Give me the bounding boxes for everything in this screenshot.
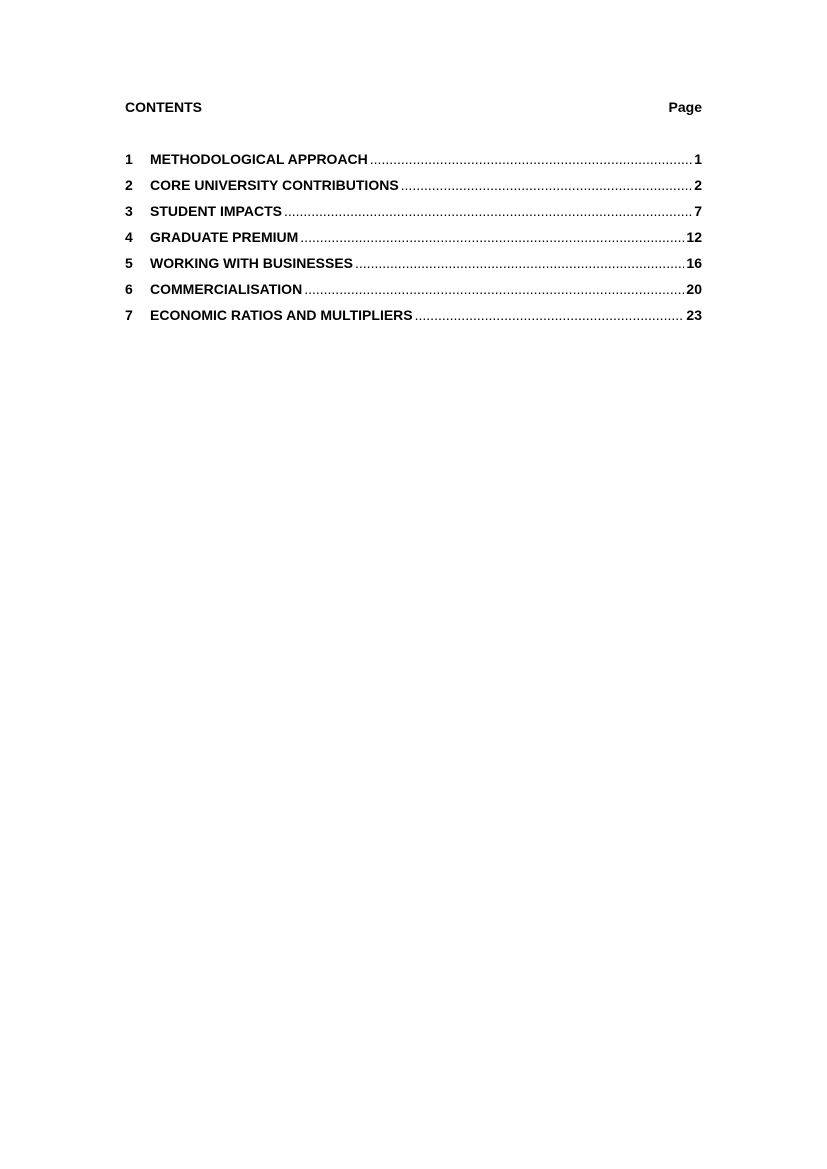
toc-entry-page: 7 bbox=[694, 203, 702, 219]
toc-entry-page: 2 bbox=[694, 177, 702, 193]
toc-entry-number: 5 bbox=[125, 255, 133, 271]
table-of-contents bbox=[125, 151, 702, 333]
dot-leader bbox=[300, 229, 684, 245]
toc-entry[interactable] bbox=[125, 307, 702, 333]
toc-entry-page: 1 bbox=[694, 151, 702, 167]
document-page bbox=[125, 99, 702, 333]
toc-entry[interactable] bbox=[125, 177, 702, 203]
toc-entry-number: 7 bbox=[125, 307, 133, 323]
dot-leader bbox=[355, 255, 684, 271]
toc-entry-page: 12 bbox=[686, 229, 702, 245]
toc-entry-title: COMMERCIALISATION bbox=[150, 281, 303, 297]
dot-leader bbox=[284, 203, 692, 219]
toc-entry-title: GRADUATE PREMIUM bbox=[150, 229, 299, 245]
dot-leader bbox=[401, 177, 693, 193]
toc-entry-page: 23 bbox=[686, 307, 702, 323]
contents-header bbox=[125, 99, 702, 119]
toc-entry-number: 6 bbox=[125, 281, 133, 297]
toc-entry[interactable] bbox=[125, 203, 702, 229]
toc-entry-title: ECONOMIC RATIOS AND MULTIPLIERS bbox=[150, 307, 413, 323]
dot-leader bbox=[415, 307, 685, 323]
toc-entry-page: 16 bbox=[686, 255, 702, 271]
toc-entry-title: WORKING WITH BUSINESSES bbox=[150, 255, 354, 271]
toc-entry[interactable] bbox=[125, 229, 702, 255]
dot-leader bbox=[304, 281, 684, 297]
toc-entry-number: 1 bbox=[125, 151, 133, 167]
toc-entry-title: CORE UNIVERSITY CONTRIBUTIONS bbox=[150, 177, 399, 193]
toc-entry[interactable] bbox=[125, 281, 702, 307]
toc-entry[interactable] bbox=[125, 255, 702, 281]
toc-entry-title: METHODOLOGICAL APPROACH bbox=[150, 151, 368, 167]
page-column-heading: Page bbox=[668, 99, 702, 115]
toc-entry[interactable] bbox=[125, 151, 702, 177]
toc-entry-title: STUDENT IMPACTS bbox=[150, 203, 282, 219]
toc-entry-page: 20 bbox=[686, 281, 702, 297]
contents-heading: CONTENTS bbox=[125, 99, 202, 115]
toc-entry-number: 4 bbox=[125, 229, 133, 245]
dot-leader bbox=[370, 151, 692, 167]
toc-entry-number: 2 bbox=[125, 177, 133, 193]
toc-entry-number: 3 bbox=[125, 203, 133, 219]
